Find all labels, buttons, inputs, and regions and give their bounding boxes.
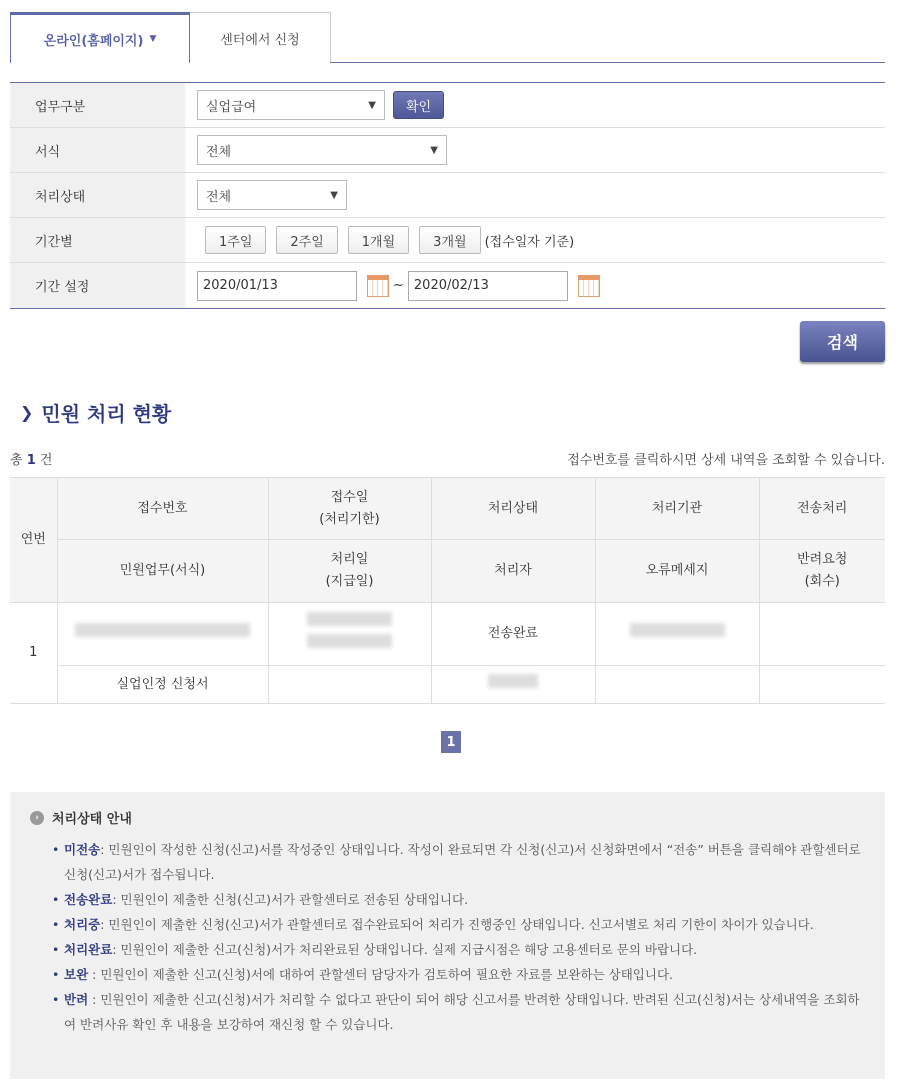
status-value: 전체 (206, 189, 232, 205)
receipt-date-cell (268, 603, 431, 666)
guide-item: • 처리중: 민원인이 제출한 신청(신고)서가 관할센터로 접수완료되어 처리가 진행중인 상태입니다. 신고서별로 처리 기한이 차이가 있습니다. (52, 912, 865, 937)
form-type-select[interactable] (197, 135, 447, 165)
task-type-select[interactable] (197, 90, 385, 120)
row-no: 1 (10, 603, 57, 704)
tilde: ~ (393, 278, 404, 293)
dropdown-arrow-icon: ▼ (430, 144, 438, 156)
return-req-cell (759, 666, 885, 704)
guide-item: • 미전송: 민원인이 작성한 신청(신고)서를 작성중인 상태입니다. 작성이 완료되면 각 신청(신고)서 신청화면에서 “전송” 버튼을 클릭해야 관할센터로 신청(신고)서가 접수됩니다. (52, 837, 865, 887)
task-cell: 실업인정 신청서 (57, 666, 268, 704)
col-handler: 처리자 (431, 540, 595, 603)
page-1[interactable]: 1 (441, 731, 461, 753)
label-date-range: 기간 설정 (10, 263, 185, 308)
col-task: 민원업무(서식) (57, 540, 268, 603)
calendar-icon[interactable] (367, 275, 389, 297)
col-send: 전송처리 (759, 478, 885, 540)
results-table (10, 477, 885, 704)
period-2week-button[interactable]: 2주일 (276, 226, 337, 254)
col-receipt-no: 접수번호 (57, 478, 268, 540)
chevron-circle-icon: › (30, 811, 44, 825)
period-1month-button[interactable]: 1개월 (348, 226, 409, 254)
tab-online[interactable]: 온라인(홈페이지) ▼ (10, 12, 190, 63)
col-error: 오류메세지 (595, 540, 759, 603)
chevron-right-icon: ❯ (20, 403, 34, 422)
send-cell (759, 603, 885, 666)
status-guide: › 처리상태 안내 • 미전송: 민원인이 작성한 신청(신고)서를 작성중인 상태입니다. 작성이 완료되면 각 신청(신고)서 신청화면에서 “전송” 버튼을 클릭해야 관할센터로 신청(신고)서가 접수됩니다. • 전송완료: 민원인이 제출한 신청(신고)서가 관할센터로 전송된 상태입니다. • 처리중: 민원인이 제출한 신청(신고)서가 관할센터로 접수완료되어 처리가 진행중인 상태입니다. 신고서별로 처리 기한이 차이가 있습니다. • 처리완료: 민원인이 제출한 신고(신청)서가 처리완료된 상태입니다. 실제 지급시점은 해당 고용센터로 문의 바랍니다. • 보완 : 민원인이 제출한 신고(신청)서에 대하여 관할센터 담당자가 검토하여 필요한 자료를 보완하는 상태입니다. • 반려 : 민원인이 제출한 신고(신청)서가 처리할 수 없다고 판단이 되어 해당 신고서를 반려한 상태입니다. 반려된 신고(신청)서는 상세내역을 조회하여 반려사유 확인 후 내용을 보강하여 재신청 할 수 있습니다. (10, 792, 885, 1079)
error-cell (595, 666, 759, 704)
col-proc-date: 처리일 (지급일) (268, 540, 431, 603)
table-row (10, 666, 885, 704)
guide-item: • 전송완료: 민원인이 제출한 신청(신고)서가 관할센터로 전송된 상태입니다. (52, 887, 865, 912)
task-type-value: 실업급여 (206, 99, 257, 115)
form-type-value: 전체 (206, 144, 232, 160)
guide-item: • 처리완료: 민원인이 제출한 신고(신청)서가 처리완료된 상태입니다. 실제 지급시점은 해당 고용센터로 문의 바랍니다. (52, 937, 865, 962)
label-period: 기간별 (10, 218, 185, 262)
result-count: 총 1 건 (10, 453, 53, 468)
period-3month-button[interactable]: 3개월 (419, 226, 480, 254)
status-select[interactable] (197, 180, 347, 210)
guide-item: • 반려 : 민원인이 제출한 신고(신청)서가 처리할 수 없다고 판단이 되어 해당 신고서를 반려한 상태입니다. 반려된 신고(신청)서는 상세내역을 조회하여 반려사유 확인 후 내용을 보강하여 재신청 할 수 있습니다. (52, 987, 865, 1037)
dropdown-arrow-icon: ▼ (330, 189, 338, 201)
table-row (10, 603, 885, 666)
agency-cell (595, 603, 759, 666)
search-form (10, 82, 885, 309)
col-no: 연번 (10, 478, 57, 603)
period-note: (접수일자 기준) (484, 234, 575, 250)
receipt-no-link[interactable] (57, 603, 268, 666)
confirm-button[interactable]: 확인 (393, 91, 444, 119)
col-status: 처리상태 (431, 478, 595, 540)
dropdown-arrow-icon: ▼ (368, 99, 376, 111)
proc-date-cell (268, 666, 431, 704)
handler-cell (431, 666, 595, 704)
result-hint: 접수번호를 클릭하시면 상세 내역을 조회할 수 있습니다. (567, 453, 885, 468)
search-button[interactable]: 검색 (800, 321, 885, 362)
label-form: 서식 (10, 128, 185, 172)
calendar-icon[interactable] (578, 275, 600, 297)
date-from-input[interactable]: 2020/01/13 (197, 271, 357, 301)
period-1week-button[interactable]: 1주일 (205, 226, 266, 254)
status-cell: 전송완료 (431, 603, 595, 666)
col-agency: 처리기관 (595, 478, 759, 540)
col-return-req: 반려요청 (회수) (759, 540, 885, 603)
label-task-type: 업무구분 (10, 83, 185, 127)
tab-divider (330, 62, 885, 63)
col-receipt-date: 접수일 (처리기한) (268, 478, 431, 540)
date-to-input[interactable]: 2020/02/13 (408, 271, 568, 301)
caret-down-icon: ▼ (149, 34, 157, 44)
section-title: ❯ 민원 처리 현황 (20, 402, 172, 426)
label-status: 처리상태 (10, 173, 185, 217)
tab-center[interactable]: 센터에서 신청 (189, 12, 331, 63)
guide-item: • 보완 : 민원인이 제출한 신고(신청)서에 대하여 관할센터 담당자가 검토하여 필요한 자료를 보완하는 상태입니다. (52, 962, 865, 987)
